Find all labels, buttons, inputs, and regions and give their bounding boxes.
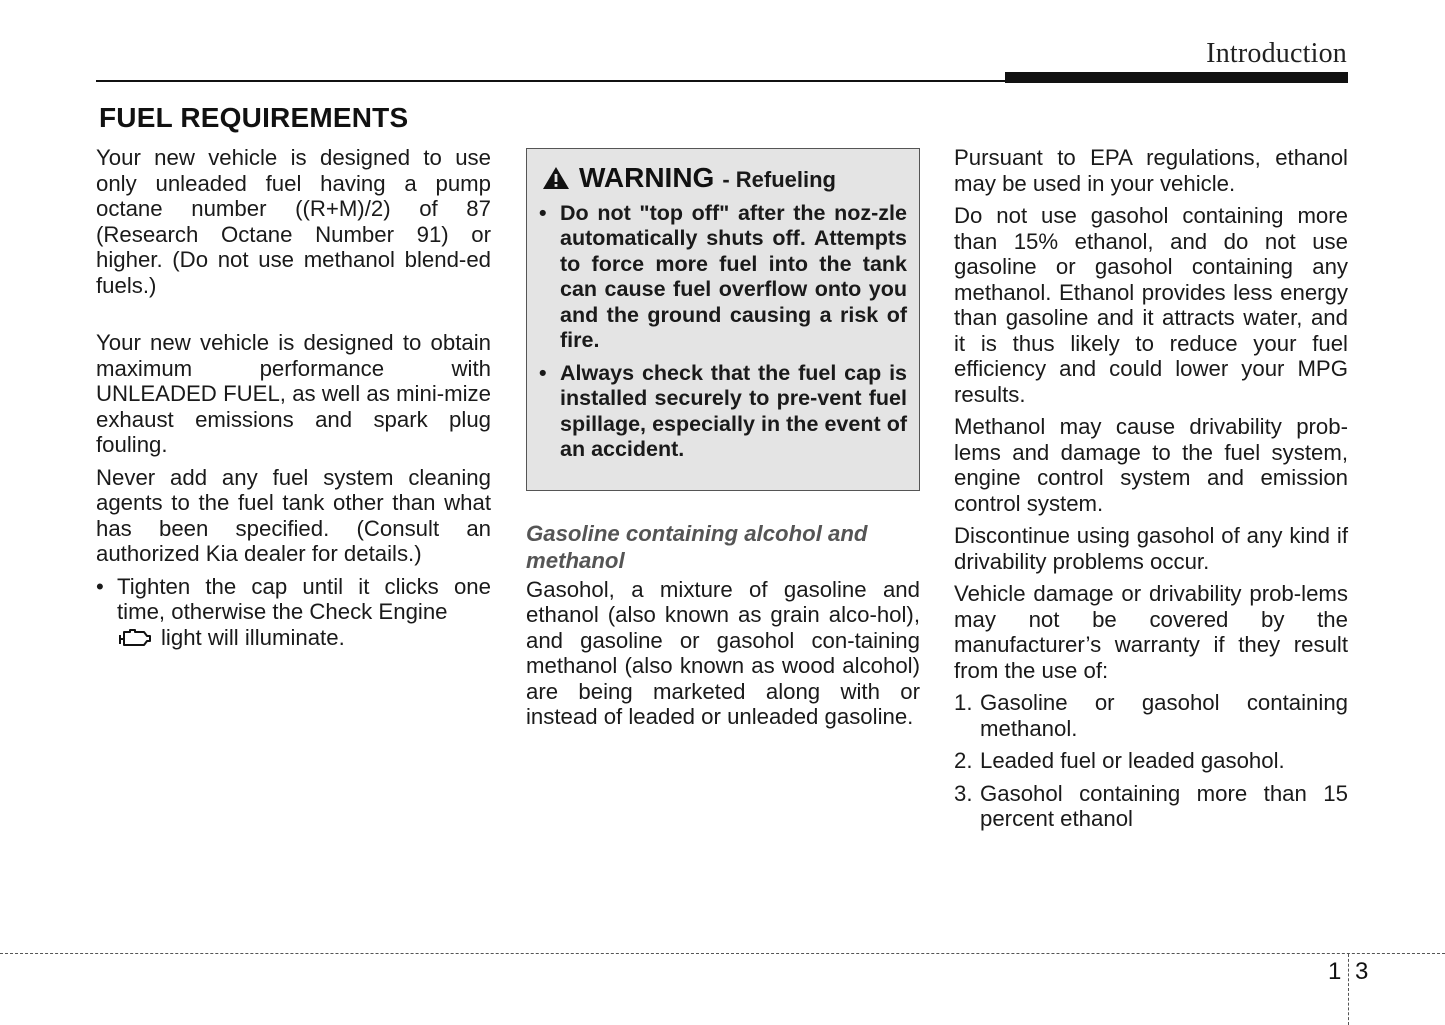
- paragraph: Gasohol, a mixture of gasoline and ethanol (also known as grain alco-hol), and gasoline or gasohol con-taining methanol (also known as wood alcohol) are being marketed along with or instead of leaded or unleaded gasoline.: [526, 576, 920, 729]
- list-item: [954, 781, 1348, 832]
- header-title: Introduction: [1206, 38, 1347, 69]
- warning-item-text: Do not "top off" after the noz-zle automatically shuts off. Attempts to force more fuel into the tank can cause fuel overflow onto you and the ground causing a risk of fire.: [560, 200, 907, 352]
- footer-page-divider: [1348, 954, 1349, 1025]
- warning-subtitle: - Refueling: [722, 167, 836, 192]
- column-left: [96, 145, 491, 650]
- paragraph: Discontinue using gasohol of any kind if drivability problems occur.: [954, 523, 1348, 574]
- paragraph: Do not use gasohol containing more than 15% ethanol, and do not use gasoline or gasohol containing any methanol. Ethanol provides less energy than gasoline and it attracts water, and it is thus likely to reduce your fuel efficiency and could lower your MPG results.: [954, 203, 1348, 407]
- list-number: 3.: [954, 780, 973, 806]
- list-item-text: Gasoline or gasohol containing methanol.: [980, 690, 1348, 741]
- list-item: [96, 574, 491, 651]
- bullet-marker: •: [96, 573, 104, 599]
- warning-title: WARNING: [579, 162, 715, 193]
- paragraph: Vehicle damage or drivability prob-lems may not be covered by the manufacturer’s warranty if they result from the use of:: [954, 581, 1348, 683]
- footer-divider: [0, 953, 1445, 954]
- list-number: 1.: [954, 690, 973, 715]
- check-engine-icon: [117, 628, 153, 648]
- list-item-text: Leaded fuel or leaded gasohol.: [980, 748, 1285, 773]
- paragraph: Methanol may cause drivability prob-lems and damage to the fuel system, engine control system and emission control system.: [954, 414, 1348, 516]
- chapter-number: 1: [1328, 958, 1342, 985]
- warning-item-text: Always check that the fuel cap is installed securely to pre-vent fuel spillage, especially in the event of an accident.: [560, 360, 907, 461]
- list-item-text: light will illuminate.: [161, 624, 345, 650]
- paragraph: Your new vehicle is designed to use only unleaded fuel having a pump octane number ((R+M)/2) of 87 (Research Octane Number 91) or higher. (Do not use methanol blend-ed fuels.): [96, 145, 491, 298]
- subheading: Gasoline containing alcohol and methanol: [526, 520, 868, 573]
- paragraph: Pursuant to EPA regulations, ethanol may be used in your vehicle.: [954, 145, 1348, 196]
- warning-item: [539, 361, 907, 463]
- warning-triangle-icon: [541, 165, 571, 191]
- column-middle: [526, 145, 920, 737]
- warning-box: [526, 148, 920, 491]
- list-item-text: Tighten the cap until it clicks one time, otherwise the Check Engine: [117, 573, 491, 624]
- column-right: [954, 145, 1348, 839]
- bullet-marker: •: [539, 360, 547, 385]
- header-rule-thick: [1005, 72, 1348, 83]
- warning-item: [539, 201, 907, 354]
- list-number: 2.: [954, 748, 973, 773]
- bullet-list: [96, 574, 491, 651]
- bullet-marker: •: [539, 200, 547, 225]
- list-item: [954, 690, 1348, 741]
- numbered-list: [954, 690, 1348, 832]
- paragraph: Your new vehicle is designed to obtain maximum performance with UNLEADED FUEL, as well as mini-mize exhaust emissions and spark plug fouling.: [96, 330, 491, 457]
- header-rule: [96, 80, 1006, 82]
- list-item: [954, 748, 1348, 774]
- page-number: 3: [1355, 958, 1369, 985]
- paragraph: Never add any fuel system cleaning agents to the fuel tank other than what has been specified. (Consult an authorized Kia dealer for details.): [96, 464, 491, 566]
- warning-heading: [539, 163, 907, 193]
- section-title: FUEL REQUIREMENTS: [99, 102, 409, 133]
- list-item-text: Gasohol containing more than 15 percent ethanol: [980, 780, 1348, 831]
- warning-list: [539, 201, 907, 463]
